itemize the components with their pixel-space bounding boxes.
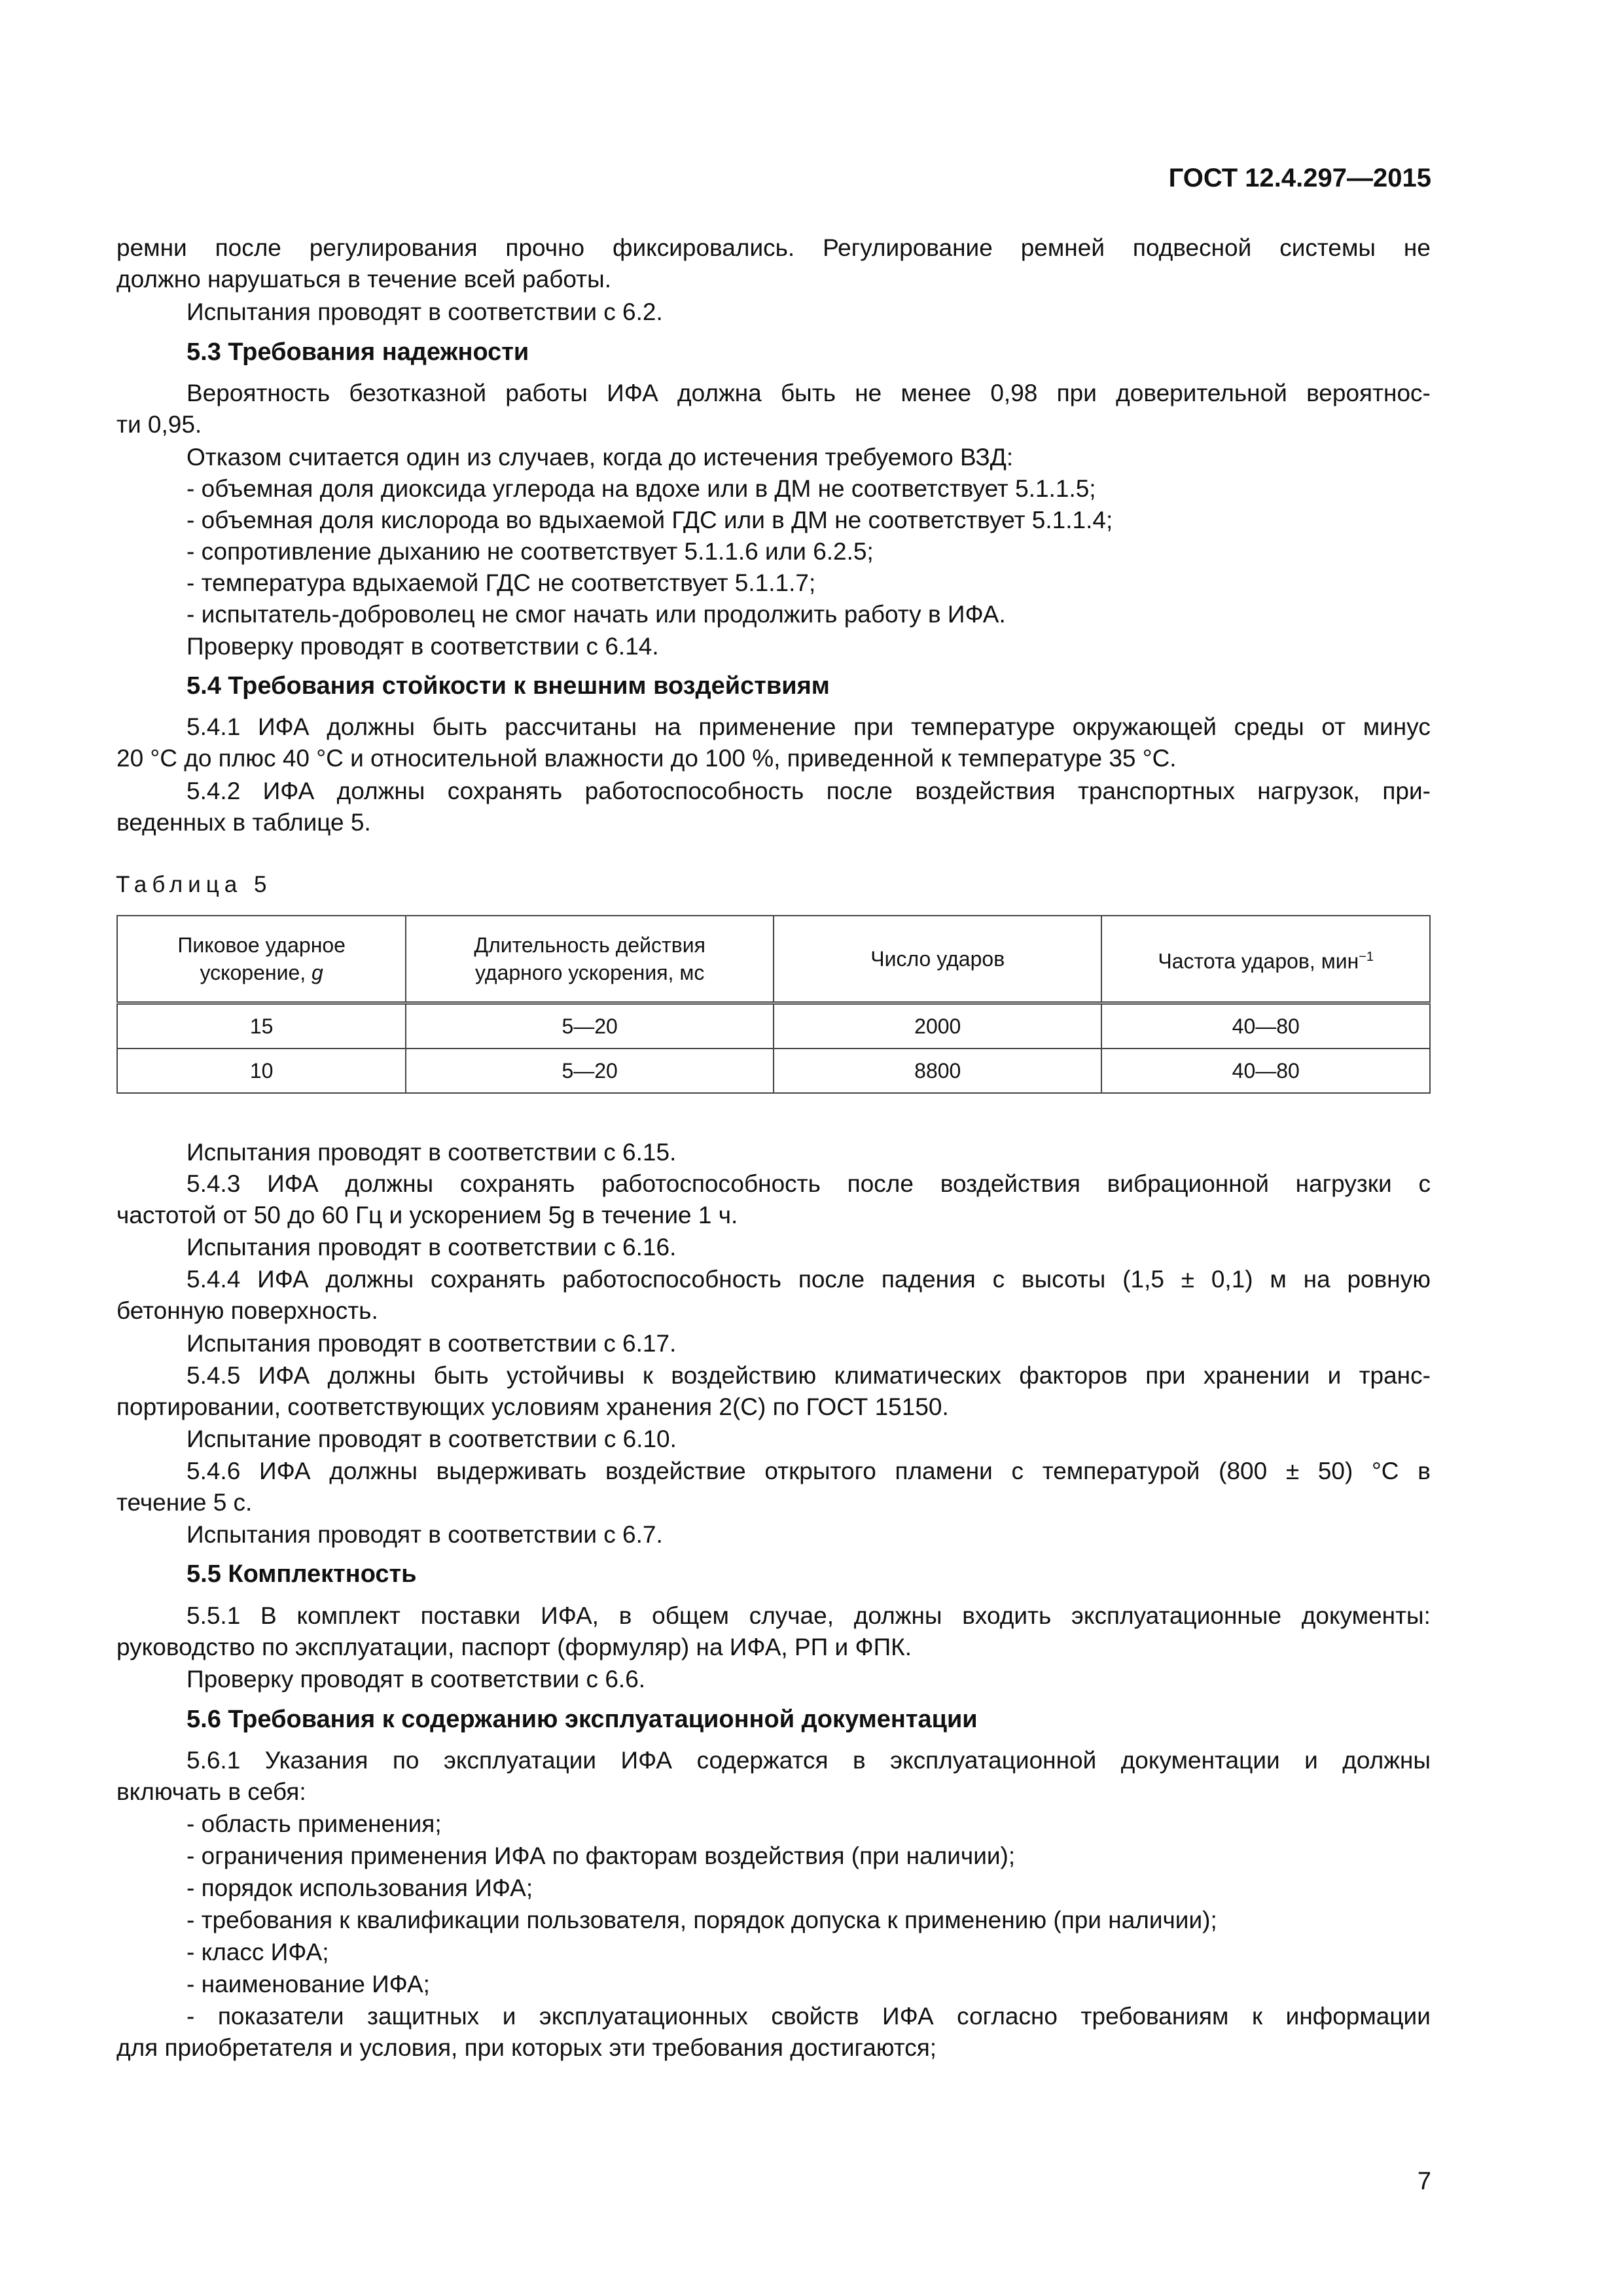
header-text: Число ударов [870, 947, 1005, 971]
table-cell: 40—80 [1101, 1049, 1430, 1093]
header-unit: g [312, 961, 323, 984]
header-superscript: −1 [1359, 949, 1374, 964]
list-item: - объемная доля диоксида углерода на вдохе или в ДМ не соответствует 5.1.1.5; [187, 475, 1096, 502]
list-item: - испытатель-доброволец не смог начать или продолжить работу в ИФА. [187, 601, 1006, 628]
list-item: - ограничения применения ИФА по факторам воздействия (при наличии); [187, 1842, 1016, 1869]
text-line: Испытания проводят в соответствии с 6.16. [187, 1234, 677, 1261]
text-line: частотой от 50 до 60 Гц и ускорением 5g в течение 1 ч. [116, 1202, 738, 1229]
list-item: - сопротивление дыханию не соответствует 5.1.1.6 или 6.2.5; [187, 538, 874, 565]
table-cell: 5—20 [406, 1003, 774, 1049]
list-item: - класс ИФА; [187, 1939, 329, 1965]
page-number: 7 [1417, 2168, 1431, 2195]
header-text: Пиковое ударное [177, 933, 346, 957]
section-heading-5-5: 5.5 Комплектность [187, 1560, 417, 1588]
list-item: - требования к квалификации пользователя, порядок допуска к применению (при наличии); [187, 1907, 1217, 1933]
text-line: 5.4.6 ИФА должны выдерживать воздействие открытого пламени с температурой (800 ± 50) °С в [187, 1458, 1431, 1484]
table-cell: 8800 [774, 1049, 1102, 1093]
list-item: - объемная доля кислорода во вдыхаемой ГДС или в ДМ не соответствует 5.1.1.4; [187, 507, 1113, 533]
list-item: - область применения; [187, 1810, 442, 1837]
text-line: Испытание проводят в соответствии с 6.10. [187, 1426, 677, 1452]
table-header-cell [406, 916, 774, 1003]
text-line: Испытания проводят в соответствии с 6.17. [187, 1330, 677, 1357]
table-cell: 15 [117, 1003, 406, 1049]
text-line: 20 °С до плюс 40 °С и относительной влажности до 100 %, приведенной к температуре 35 °С. [116, 745, 1177, 772]
table-cell: 5—20 [406, 1049, 774, 1093]
text-line: включать в себя: [116, 1778, 306, 1805]
table-header-cell [117, 916, 406, 1003]
text-line: 5.4.5 ИФА должны быть устойчивы к воздействию климатических факторов при хранении и транс- [187, 1362, 1431, 1389]
table-label: Таблица 5 [116, 872, 272, 897]
header-text: Длительность действия [474, 933, 705, 957]
text-line: портировании, соответствующих условиям хранения 2(С) по ГОСТ 15150. [116, 1393, 949, 1420]
text-line: Отказом считается один из случаев, когда до истечения требуемого ВЗД: [187, 444, 1014, 471]
text-line: ти 0,95. [116, 411, 202, 438]
table-row [117, 1049, 1430, 1093]
text-line: Испытания проводят в соответствии с 6.7. [187, 1521, 663, 1548]
text-line: 5.4.1 ИФА должны быть рассчитаны на применение при температуре окружающей среды от минус [187, 713, 1431, 740]
text-line: 5.4.2 ИФА должны сохранять работоспособность после воздействия транспортных нагрузок, при- [187, 778, 1431, 804]
text-line: Проверку проводят в соответствии с 6.14. [187, 633, 659, 660]
text-line: веденных в таблице 5. [116, 809, 371, 836]
table-cell: 40—80 [1101, 1003, 1430, 1049]
list-item: - порядок использования ИФА; [187, 1874, 533, 1901]
document-code: ГОСТ 12.4.297—2015 [1168, 164, 1431, 192]
list-item: - наименование ИФА; [187, 1971, 430, 1998]
table-header-cell [1101, 916, 1430, 1003]
table-cell: 2000 [774, 1003, 1102, 1049]
table-cell: 10 [117, 1049, 406, 1093]
text-line: 5.6.1 Указания по эксплуатации ИФА содержатся в эксплуатационной документации и должны [187, 1747, 1431, 1774]
section-heading-5-6: 5.6 Требования к содержанию эксплуатационной документации [187, 1706, 978, 1733]
header-text: Частота ударов, мин [1158, 949, 1359, 973]
table-header-cell [774, 916, 1102, 1003]
text-line: Испытания проводят в соответствии с 6.2. [187, 298, 663, 325]
table-row [117, 1003, 1430, 1049]
section-heading-5-3: 5.3 Требования надежности [187, 338, 529, 366]
text-line: бетонную поверхность. [116, 1297, 378, 1324]
text-line: течение 5 с. [116, 1489, 253, 1516]
text-line: для приобретателя и условия, при которых эти требования достигаются; [116, 2034, 937, 2061]
text-line: 5.4.4 ИФА должны сохранять работоспособность после падения с высоты (1,5 ± 0,1) м на ровную [187, 1266, 1431, 1293]
text-line: Проверку проводят в соответствии с 6.6. [187, 1666, 646, 1693]
text-line: руководство по эксплуатации, паспорт (формуляр) на ИФА, РП и ФПК. [116, 1634, 912, 1660]
list-item: - показатели защитных и эксплуатационных свойств ИФА согласно требованиям к информации [187, 2003, 1431, 2030]
header-text: ударного ускорения, мс [474, 961, 705, 984]
table-header-row [117, 916, 1430, 1003]
text-line: должно нарушаться в течение всей работы. [116, 266, 611, 293]
table-5 [116, 915, 1431, 1094]
text-line: 5.4.3 ИФА должны сохранять работоспособность после воздействия вибрационной нагрузки с [187, 1170, 1431, 1197]
text-line: Вероятность безотказной работы ИФА должна быть не менее 0,98 при доверительной вероятнос- [187, 380, 1431, 406]
text-line: Испытания проводят в соответствии с 6.15. [187, 1139, 677, 1166]
header-text: ускорение, [200, 961, 312, 984]
section-heading-5-4: 5.4 Требования стойкости к внешним воздействиям [187, 672, 830, 700]
list-item: - температура вдыхаемой ГДС не соответствует 5.1.1.7; [187, 569, 816, 596]
text-line: 5.5.1 В комплект поставки ИФА, в общем случае, должны входить эксплуатационные документы: [187, 1602, 1431, 1629]
text-line: ремни после регулирования прочно фиксировались. Регулирование ремней подвесной системы не [116, 234, 1431, 261]
